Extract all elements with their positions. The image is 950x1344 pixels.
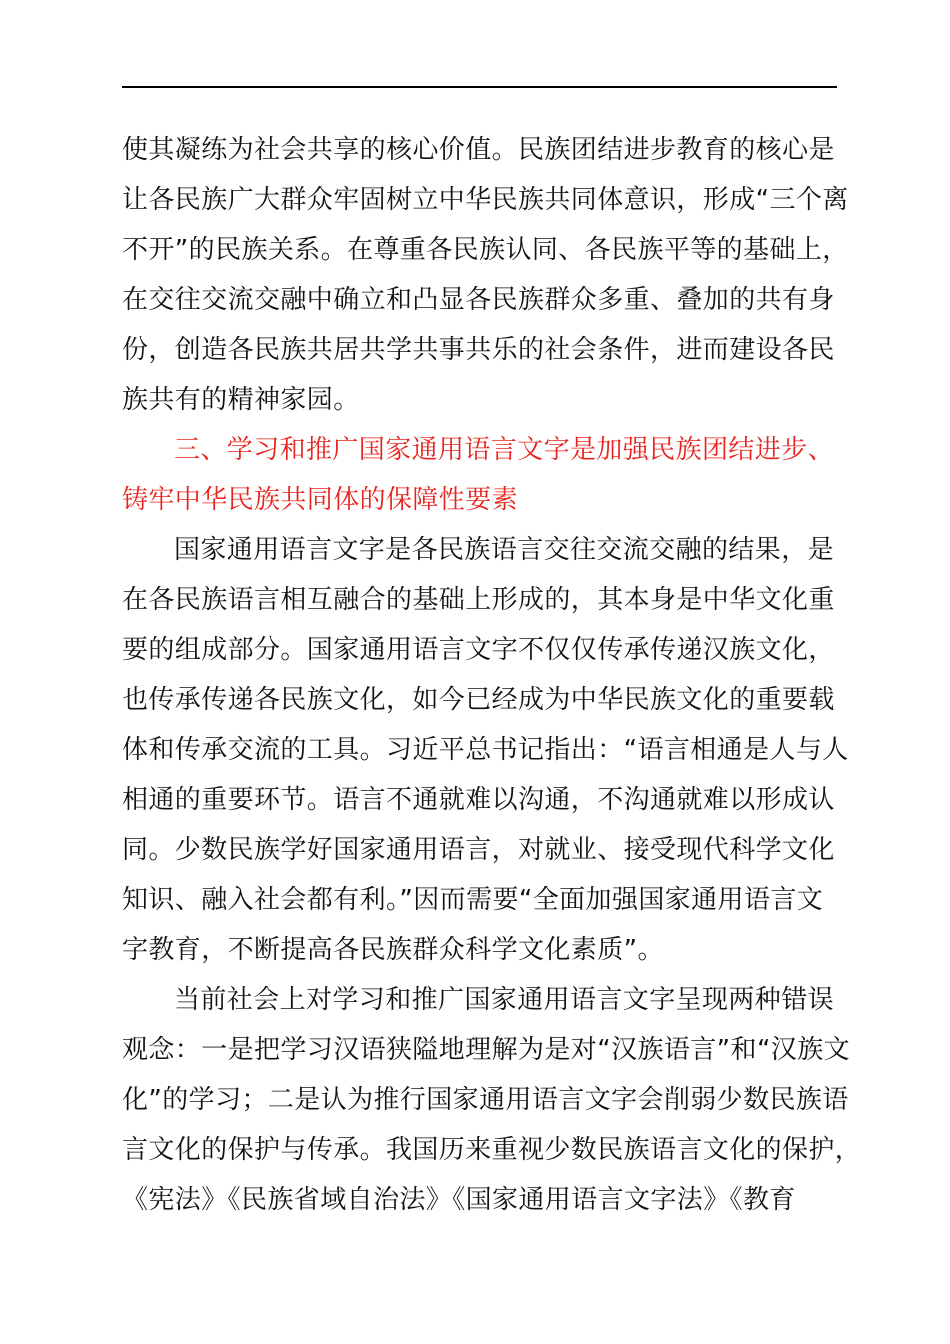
- paragraph-3-line-4: 言文化的保护与传承。我国历来重视少数民族语言文化的保护，: [122, 1135, 862, 1165]
- paragraph-2-line-2: 在各民族语言相互融合的基础上形成的，其本身是中华文化重: [122, 585, 835, 615]
- section-heading-line-2: 铸牢中华民族共同体的保障性要素: [122, 485, 519, 515]
- paragraph-2-line-4: 也传承传递各民族文化，如今已经成为中华民族文化的重要载: [122, 685, 835, 715]
- paragraph-1-line-3: 不开”的民族关系。在尊重各民族认同、各民族平等的基础上，: [122, 235, 849, 265]
- paragraph-2-line-6: 相通的重要环节。语言不通就难以沟通，不沟通就难以形成认: [122, 785, 835, 815]
- paragraph-3-line-3: 化”的学习；二是认为推行国家通用语言文字会削弱少数民族语: [122, 1085, 849, 1115]
- header-rule: [122, 86, 837, 88]
- paragraph-2-line-5: 体和传承交流的工具。习近平总书记指出：“语言相通是人与人: [122, 735, 849, 765]
- paragraph-2-line-9: 字教育，不断提高各民族群众科学文化素质”。: [122, 935, 664, 965]
- paragraph-2-line-1: 国家通用语言文字是各民族语言交往交流交融的结果，是: [174, 535, 835, 565]
- paragraph-1-line-2: 让各民族广大群众牢固树立中华民族共同体意识，形成“三个离: [122, 185, 849, 215]
- paragraph-3-line-2: 观念：一是把学习汉语狭隘地理解为是对“汉族语言”和“汉族文: [122, 1035, 851, 1065]
- paragraph-2-line-7: 同。少数民族学好国家通用语言，对就业、接受现代科学文化: [122, 835, 835, 865]
- paragraph-2-line-3: 要的组成部分。国家通用语言文字不仅仅传承传递汉族文化，: [122, 635, 835, 665]
- paragraph-3-line-1: 当前社会上对学习和推广国家通用语言文字呈现两种错误: [174, 985, 835, 1015]
- paragraph-1-line-6: 族共有的精神家园。: [122, 385, 360, 415]
- paragraph-1-line-1: 使其凝练为社会共享的核心价值。民族团结进步教育的核心是: [122, 135, 835, 165]
- paragraph-1-line-5: 份，创造各民族共居共学共事共乐的社会条件，进而建设各民: [122, 335, 835, 365]
- paragraph-2-line-8: 知识、融入社会都有利。”因而需要“全面加强国家通用语言文: [122, 885, 824, 915]
- paragraph-1-line-4: 在交往交流交融中确立和凸显各民族群众多重、叠加的共有身: [122, 285, 835, 315]
- paragraph-3-line-5: 《宪法》《民族省域自治法》《国家通用语言文字法》《教育: [122, 1185, 796, 1215]
- section-heading-line-1: 三、学习和推广国家通用语言文字是加强民族团结进步、: [174, 435, 835, 465]
